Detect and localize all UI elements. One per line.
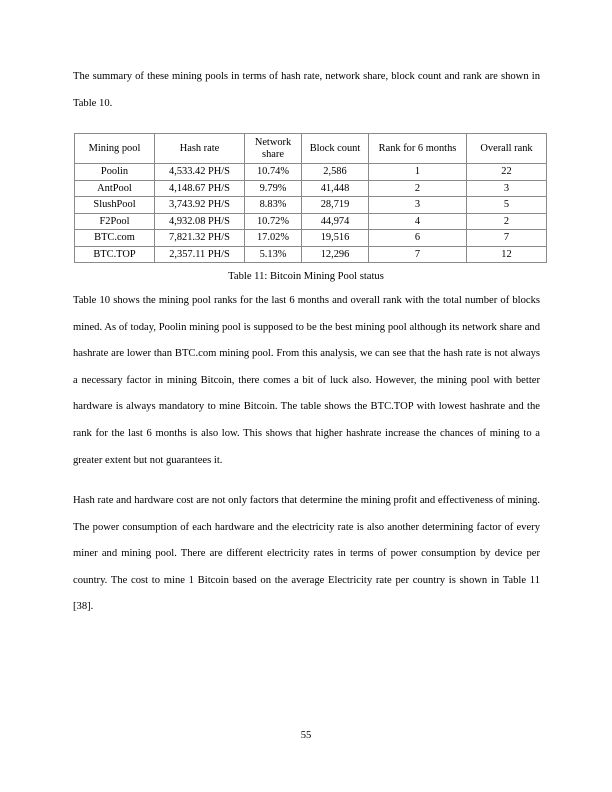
table-cell: 17.02% xyxy=(245,230,302,247)
table-cell: 5 xyxy=(467,197,547,214)
table-cell: 3 xyxy=(369,197,467,214)
column-header: Mining pool xyxy=(75,134,155,164)
column-header: Hash rate xyxy=(155,134,245,164)
intro-paragraph: The summary of these mining pools in terms of hash rate, network share, block count and rank are shown in Table 10. xyxy=(73,71,540,109)
analysis-paragraph: Table 10 shows the mining pool ranks for the last 6 months and overall rank with the total number of blocks mined. As of today, Poolin mining pool is supposed to be the best mining pool although its network share and hashrate are lower than BTC.com mining pool. From this analysis, we can see that the hash rate is not always a necessary factor in mining Bitcoin, there comes a bit of luck also. However, the mining pool with better hardware is always mandatory to mine Bitcoin. The table shows the BTC.TOP with lowest hashrate and the rank for the last 6 months is also low. This shows that higher hashrate increase the chances of mining to a greater extent but not guarantees it. xyxy=(73,295,540,466)
table-cell: 8.83% xyxy=(245,197,302,214)
column-header: Rank for 6 months xyxy=(369,134,467,164)
table-cell: 6 xyxy=(369,230,467,247)
table-cell: 10.72% xyxy=(245,213,302,230)
table-cell: 10.74% xyxy=(245,164,302,181)
table-caption: Table 11: Bitcoin Mining Pool status xyxy=(228,271,384,282)
table-cell: 3 xyxy=(467,180,547,197)
table-row xyxy=(75,230,547,247)
table-row xyxy=(75,164,547,181)
table-cell: 41,448 xyxy=(302,180,369,197)
table-cell: 19,516 xyxy=(302,230,369,247)
cost-paragraph: Hash rate and hardware cost are not only factors that determine the mining profit and effectiveness of mining. The power consumption of each hardware and the electricity rate is also another determining factor of every miner and mining pool. There are different electricity rates in terms of power consumption by device per country. The cost to mine 1 Bitcoin based on the average Electricity rate per country is shown in Table 11 [38]. xyxy=(73,495,540,613)
table-cell: 2,357.11 PH/S xyxy=(155,246,245,263)
table-cell: 28,719 xyxy=(302,197,369,214)
table-cell: AntPool xyxy=(75,180,155,197)
table-cell: 4,533.42 PH/S xyxy=(155,164,245,181)
table-row xyxy=(75,180,547,197)
table-cell: 44,974 xyxy=(302,213,369,230)
mining-pool-table xyxy=(74,133,547,263)
table-cell: 7,821.32 PH/S xyxy=(155,230,245,247)
page-number: 55 xyxy=(300,730,312,741)
table-cell: 5.13% xyxy=(245,246,302,263)
table-cell: 3,743.92 PH/S xyxy=(155,197,245,214)
column-header: Network share xyxy=(245,134,302,164)
table-cell: 9.79% xyxy=(245,180,302,197)
table-cell: 1 xyxy=(369,164,467,181)
table-cell: BTC.TOP xyxy=(75,246,155,263)
table-cell: 2 xyxy=(369,180,467,197)
table-cell: 22 xyxy=(467,164,547,181)
table-cell: 4,148.67 PH/S xyxy=(155,180,245,197)
table-row xyxy=(75,197,547,214)
table-cell: 12 xyxy=(467,246,547,263)
table-cell: 7 xyxy=(369,246,467,263)
table-cell: 12,296 xyxy=(302,246,369,263)
table-row xyxy=(75,213,547,230)
table-cell: 2 xyxy=(467,213,547,230)
table-header-row xyxy=(75,134,547,164)
column-header: Block count xyxy=(302,134,369,164)
table-cell: Poolin xyxy=(75,164,155,181)
table-cell: BTC.com xyxy=(75,230,155,247)
table-cell: 7 xyxy=(467,230,547,247)
table-row xyxy=(75,246,547,263)
table-cell: 2,586 xyxy=(302,164,369,181)
column-header: Overall rank xyxy=(467,134,547,164)
table-cell: 4,932.08 PH/S xyxy=(155,213,245,230)
table-cell: SlushPool xyxy=(75,197,155,214)
table-cell: F2Pool xyxy=(75,213,155,230)
table-cell: 4 xyxy=(369,213,467,230)
